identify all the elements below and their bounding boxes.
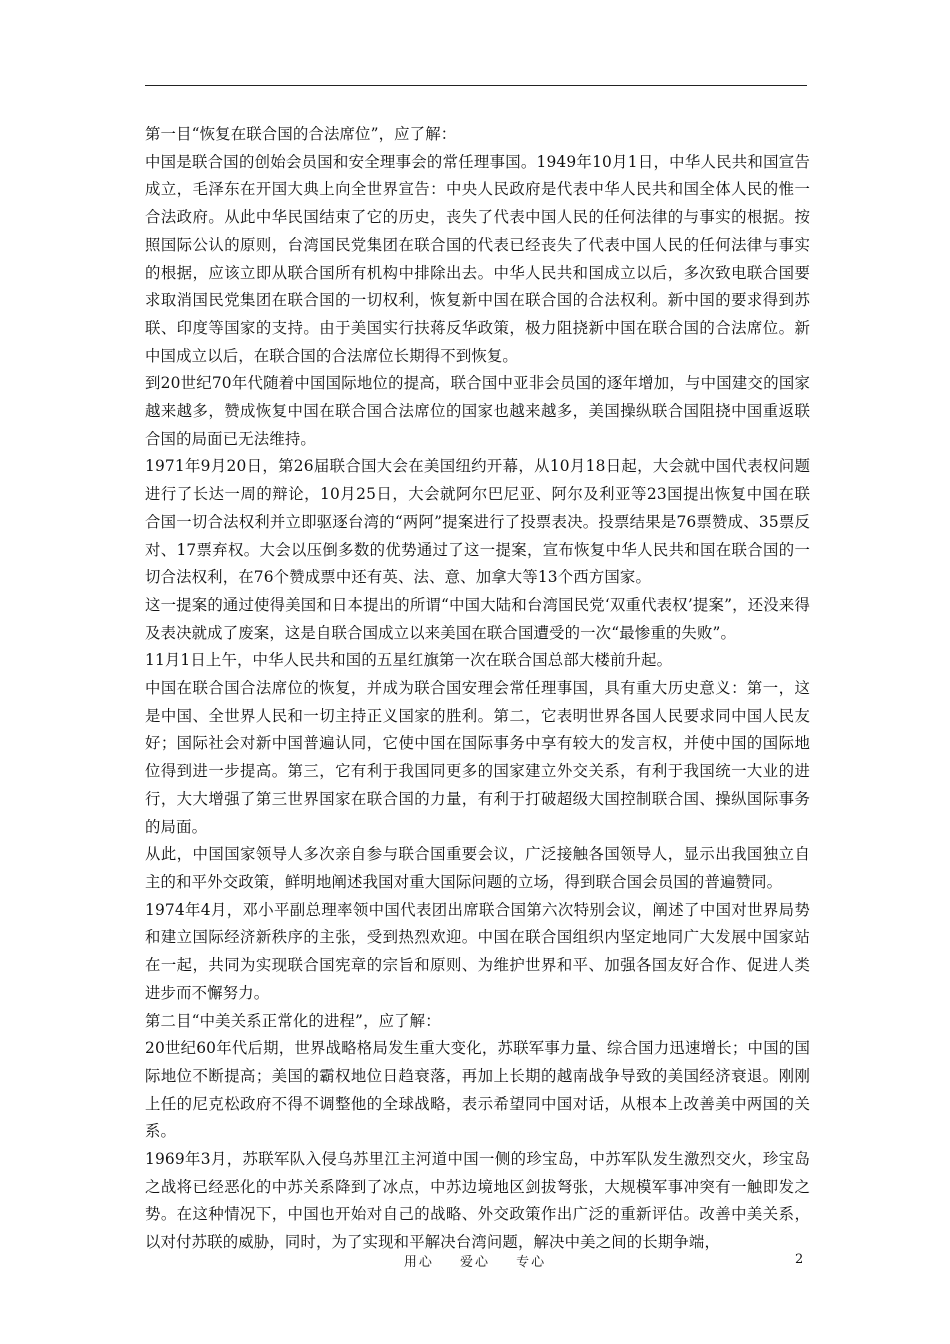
page-number: 2 [795, 1252, 804, 1267]
footer-word: 爱心 [459, 1255, 490, 1270]
header-rule [145, 85, 807, 86]
paragraph: 中国是联合国的创始会员国和安全理事会的常任理事国。1949年10月1日，中华人民共和国宣告成立，毛泽东在开国大典上向全世界宣告：中央人民政府是代表中华人民共和国全体人民的惟一合法政府。从此中华民国结束了它的历史，丧失了代表中国人民的任何法律的与事实的根据。按照国际公认的原则，台湾国民党集团在联合国的代表已经丧失了代表中国人民的任何法律与事实的根据，应该立即从联合国所有机构中排除出去。中华人民共和国成立以后，多次致电联合国要求取消国民党集团在联合国的一切权利，恢复新中国在联合国的合法权利。新中国的要求得到苏联、印度等国家的支持。由于美国实行扶蒋反华政策，极力阻挠新中国在联合国的合法席位。新中国成立以后，在联合国的合法席位长期得不到恢复。 [145, 152, 810, 365]
section-heading-2: 第二目“中美关系正常化的进程”，应了解： [145, 1011, 441, 1030]
paragraph: 11月1日上午，中华人民共和国的五星红旗第一次在联合国总部大楼前升起。 [145, 651, 673, 670]
footer-motto [0, 1251, 950, 1270]
paragraph: 1971年9月20日，第26届联合国大会在美国纽约开幕，从10月18日起，大会就中国代表权问题进行了长达一周的辩论，10月25日，大会就阿尔巴尼亚、阿尔及利亚等23国提出恢复中国在联合国一切合法权利并立即驱逐台湾的“两阿”提案进行了投票表决。投票结果是76票赞成、35票反对、17票弃权。大会以压倒多数的优势通过了这一提案，宣布恢复中华人民共和国在联合国的一切合法权利，在76个赞成票中还有英、法、意、加拿大等13个西方国家。 [145, 457, 810, 587]
paragraph: 1974年4月，邓小平副总理率领中国代表团出席联合国第六次特别会议，阐述了中国对世界局势和建立国际经济新秩序的主张，受到热烈欢迎。中国在联合国组织内坚定地同广大发展中国家站在一起，共同为实现联合国宪章的宗旨和原则、为维护世界和平、加强各国友好合作、促进人类进步而不懈努力。 [145, 900, 810, 1002]
paragraph: 中国在联合国合法席位的恢复，并成为联合国安理会常任理事国，具有重大历史意义：第一，这是中国、全世界人民和一切主持正义国家的胜利。第二，它表明世界各国人民要求同中国人民友好；国际社会对新中国普遍认同，它使中国在国际事务中享有较大的发言权，并使中国的国际地位得到进一步提高。第三，它有利于我国同更多的国家建立外交关系，有利于我国统一大业的进行，大大增强了第三世界国家在联合国的力量，有利于打破超级大国控制联合国、操纵国际事务的局面。 [145, 679, 810, 836]
paragraph: 20世纪60年代后期，世界战略格局发生重大变化，苏联军事力量、综合国力迅速增长；中国的国际地位不断提高；美国的霸权地位日趋衰落，再加上长期的越南战争导致的美国经济衰退。刚刚上任的尼克松政府不得不调整他的全球战略，表示希望同中国对话，从根本上改善美中两国的关系。 [145, 1039, 810, 1141]
paragraph: 这一提案的通过使得美国和日本提出的所谓“中国大陆和台湾国民党‘双重代表权’提案”，还没来得及表决就成了废案，这是自联合国成立以来美国在联合国遭受的一次“最惨重的失败”。 [145, 595, 810, 642]
footer-word: 专心 [516, 1255, 547, 1270]
paragraph: 到20世纪70年代随着中国国际地位的提高，联合国中亚非会员国的逐年增加，与中国建交的国家越来越多，赞成恢复中国在联合国合法席位的国家也越来越多，美国操纵联合国阻挠中国重返联合国的局面已无法维持。 [145, 374, 810, 448]
paragraph: 从此，中国国家领导人多次亲自参与联合国重要会议，广泛接触各国领导人，显示出我国独立自主的和平外交政策，鲜明地阐述我国对重大国际问题的立场，得到联合国会员国的普遍赞同。 [145, 845, 810, 891]
paragraph: 1969年3月，苏联军队入侵乌苏里江主河道中国一侧的珍宝岛，中苏军队发生激烈交火，珍宝岛之战将已经恶化的中苏关系降到了冰点，中苏边境地区剑拔弩张，大规模军事冲突有一触即发之势。在这种情况下，中国也开始对自己的战略、外交政策作出广泛的重新评估。改善中美关系，以对付苏联的威胁，同时，为了实现和平解决台湾问题，解决中美之间的长期争端， [145, 1150, 810, 1252]
section-heading-1: 第一目“恢复在联合国的合法席位”，应了解： [145, 125, 457, 143]
footer-word: 用心 [403, 1255, 434, 1270]
document-body [145, 121, 810, 1257]
